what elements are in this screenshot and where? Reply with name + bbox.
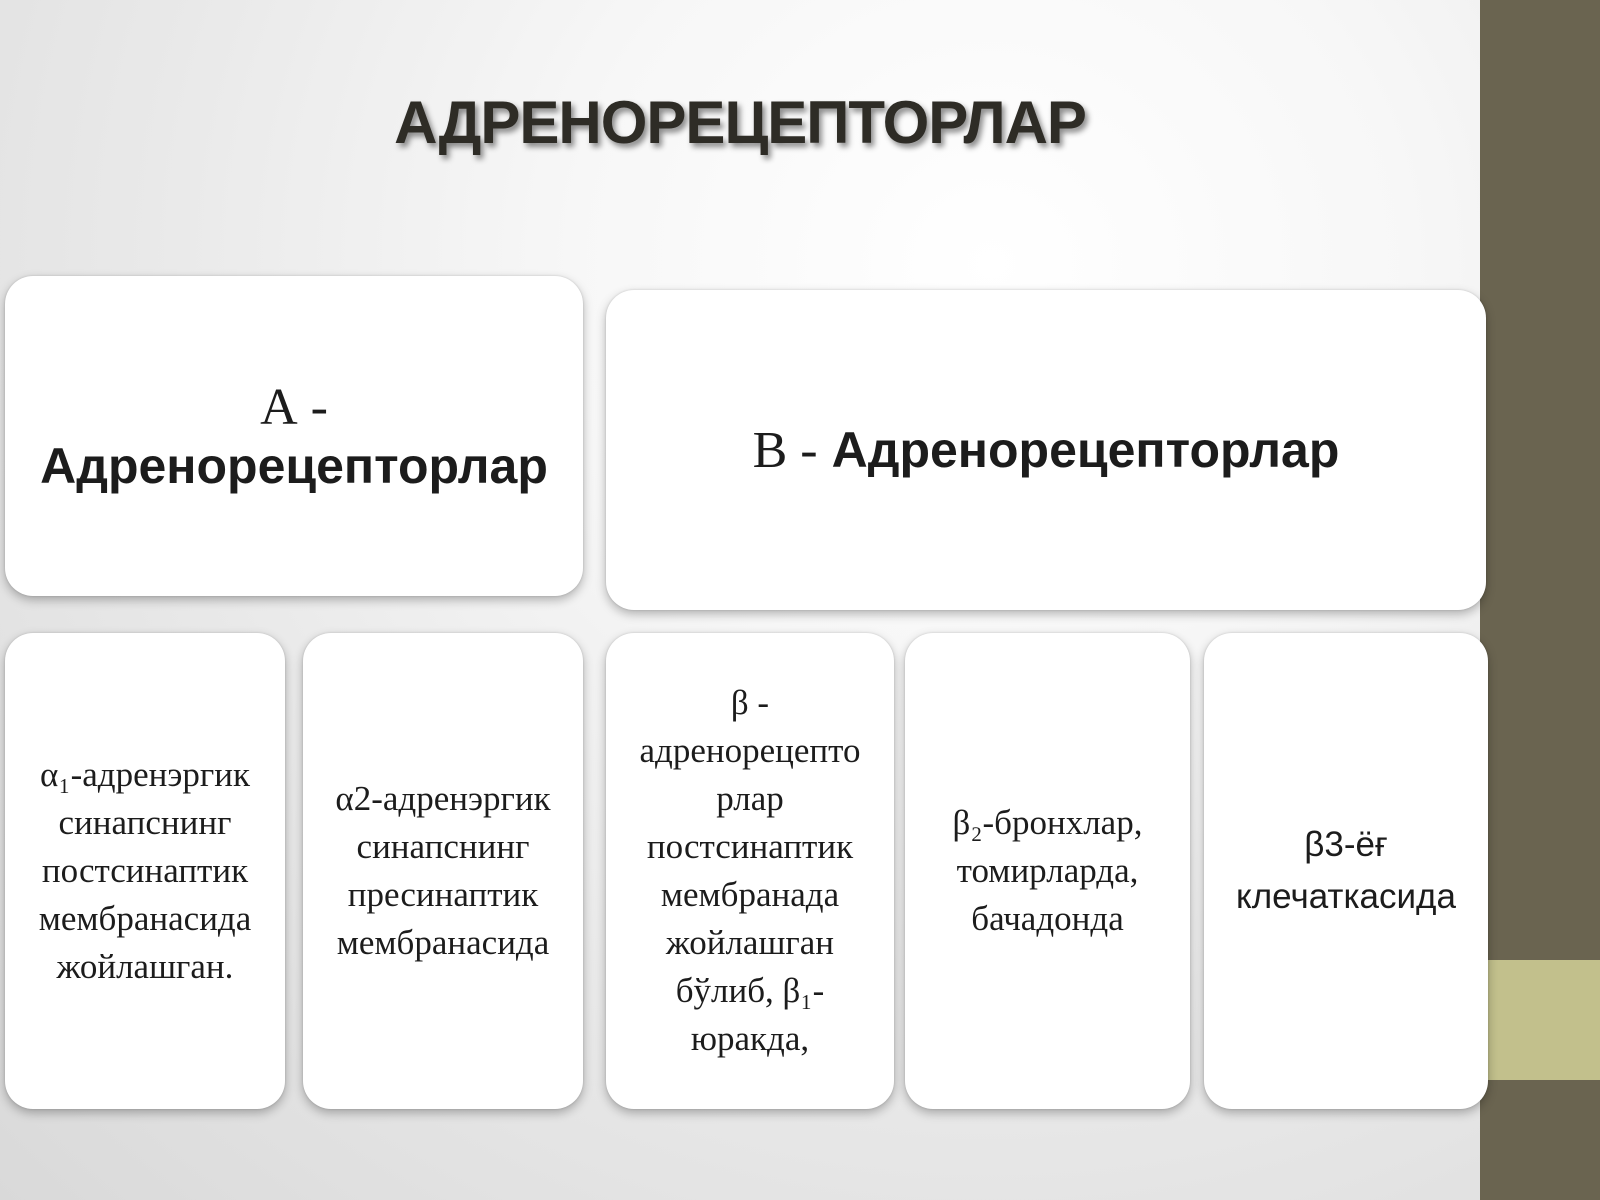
alpha2-subtype-text: α2-адренэргик синапснинг пресинаптик мембранасида (335, 779, 551, 962)
beta3-subtype-text: β3-ёғ клечаткасида (1236, 825, 1456, 916)
beta1-subtype-text: β - адренорецепто рлар постсинаптик мембранада жойлашган бўлиб, β₁- юракда, (639, 683, 861, 1058)
beta-adrenoreceptors-card (606, 290, 1486, 610)
beta2-subtype-text: β₂-бронхлар, томирларда, бачадонда (952, 803, 1143, 938)
alpha1-subtype-text: α₁-адренэргик синапснинг постсинаптик мембранасида жойлашган. (38, 755, 252, 986)
beta-group-letter: В - (752, 421, 818, 479)
alpha2-subtype-card (303, 633, 583, 1109)
beta3-subtype-card (1204, 633, 1488, 1109)
alpha-adrenoreceptors-card (5, 276, 583, 596)
alpha-group-letter: А - (260, 378, 328, 436)
slide-title: АДРЕНОРЕЦЕПТОРЛАР (394, 89, 1086, 156)
beta1-subtype-card (606, 633, 894, 1109)
alpha1-subtype-card (5, 633, 285, 1109)
beta2-subtype-card (905, 633, 1190, 1109)
beta-group-label: Адренорецепторлар (831, 422, 1340, 478)
decorative-band-highlight (1480, 960, 1600, 1080)
alpha-group-label: Адренорецепторлар (40, 437, 548, 494)
